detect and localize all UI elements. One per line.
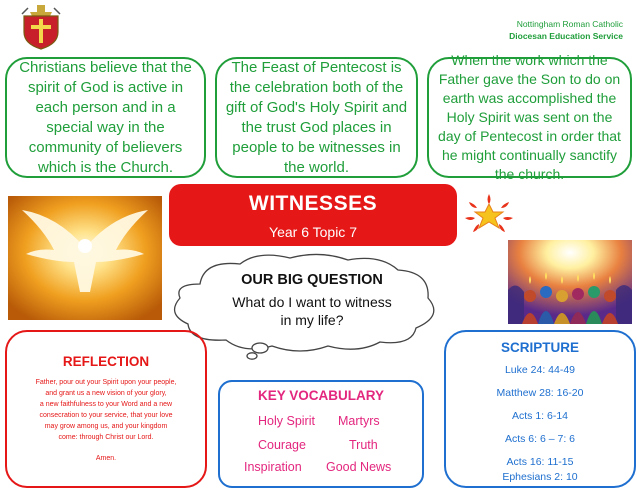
vocab-word: Holy Spirit (258, 414, 315, 428)
page-subtitle: Year 6 Topic 7 (269, 224, 357, 240)
info-box-text: Christians believe that the spirit of God is active in each person and in a special way in the community of believers which is the Church. (19, 58, 192, 176)
prayer-line: a new faithfulness to your Word and a new (39, 401, 173, 408)
scripture-ref: Luke 24: 44-49 (504, 364, 576, 376)
scripture-ref: Matthew 28: 16-20 (496, 387, 584, 399)
info-box-spirit-church (5, 57, 206, 178)
title-banner (169, 184, 457, 246)
scripture-heading: SCRIPTURE (500, 340, 579, 355)
diocese-crest-logo (20, 4, 62, 50)
org-name-line2: Diocesan Education Service (509, 31, 623, 41)
prayer-line: may grow among us, and your kingdom (44, 423, 168, 430)
reflection-panel (5, 330, 207, 488)
info-box-pentecost-feast (215, 57, 418, 178)
holy-spirit-dove-image (8, 196, 162, 320)
big-question-block (200, 272, 424, 328)
scripture-ref: Acts 1: 6-14 (511, 410, 569, 422)
pentecost-flame-icon (463, 192, 515, 236)
prayer-line: and grant us a new vision of your glory, (45, 390, 167, 397)
vocab-word: Truth (349, 438, 378, 452)
page-title: WITNESSES (248, 192, 378, 215)
info-box-text: The Feast of Pentecost is the celebration both of the gift of God's Holy Spirit and the trust God places in people to be witnesses in the world. (225, 58, 408, 176)
info-box-text: When the work which the Father gave the Son to do on earth was accomplished the Holy Spirit was sent on the day of Pentecost in order that he might continually sanctify the church. (438, 52, 621, 182)
scripture-ref: Ephesians 2: 10 (502, 471, 578, 483)
scripture-ref: Acts 16: 11-15 (506, 456, 574, 468)
info-box-holy-spirit-sent (427, 52, 632, 182)
big-question-line2: in my life? (280, 312, 344, 328)
scripture-panel (444, 330, 636, 488)
pentecost-crowd-image (508, 240, 632, 324)
vocab-word: Courage (258, 438, 306, 452)
prayer-amen: Amen. (95, 455, 117, 462)
vocab-word: Inspiration (244, 460, 302, 474)
reflection-prayer (7, 377, 205, 464)
scripture-ref: Acts 6: 6 – 7: 6 (504, 433, 576, 445)
reflection-heading: REFLECTION (62, 354, 150, 369)
vocab-word: Martyrs (338, 414, 380, 428)
vocabulary-heading: KEY VOCABULARY (257, 388, 384, 403)
prayer-line: come: through Christ our Lord. (58, 434, 154, 441)
prayer-line: consecration to your service, that your love (39, 412, 173, 419)
big-question-line1: What do I want to witness (232, 294, 392, 310)
vocabulary-panel (218, 380, 424, 488)
big-question-heading: OUR BIG QUESTION (241, 272, 383, 288)
org-header (509, 18, 623, 42)
prayer-line: Father, pour out your Spirit upon your people, (35, 379, 177, 386)
org-name-line1: Nottingham Roman Catholic (516, 19, 623, 29)
vocab-word: Good News (326, 460, 392, 474)
